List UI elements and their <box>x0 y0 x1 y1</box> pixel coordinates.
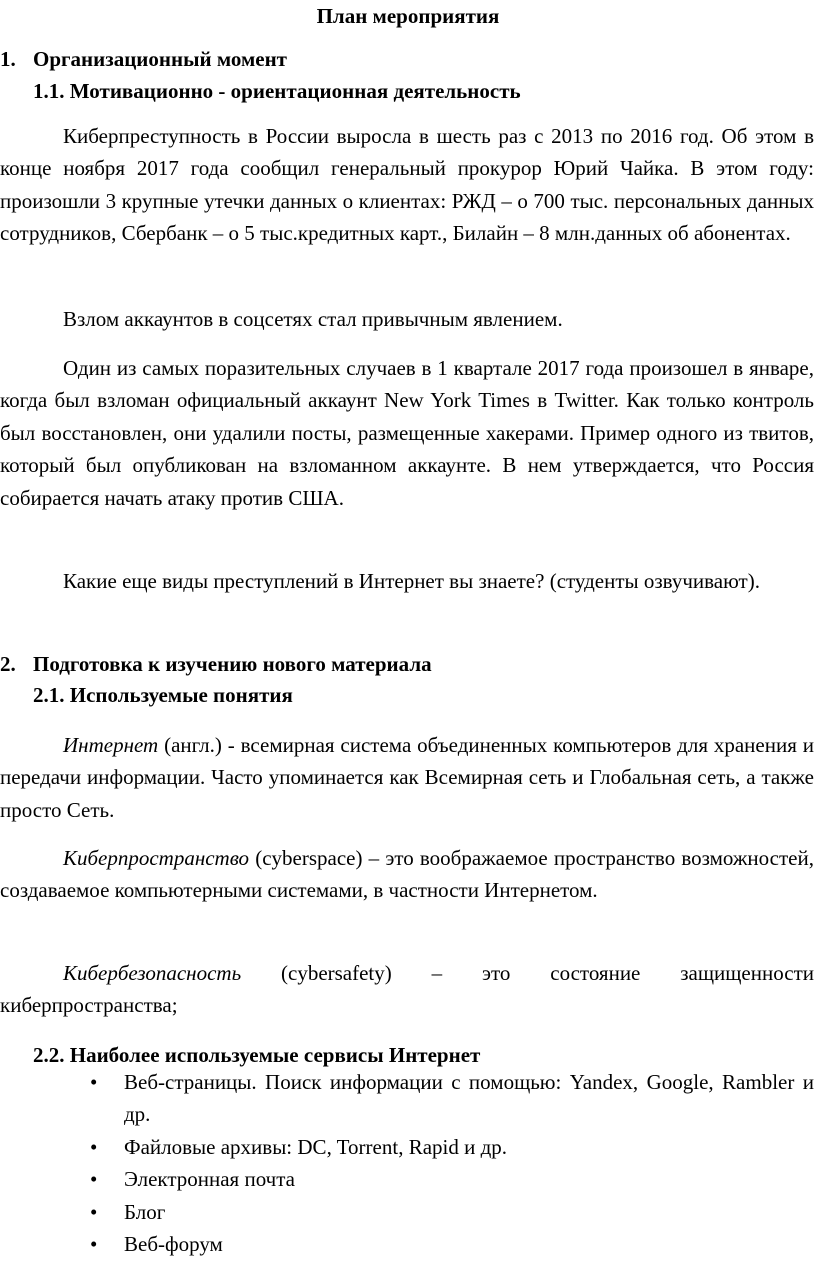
section-2-number: 2. <box>0 652 16 676</box>
term-cyberspace: Киберпространство <box>63 846 250 870</box>
paragraph-question: Какие еще виды преступлений в Интернет вы знаете? (студенты озвучивают). <box>63 569 760 593</box>
term-internet: Интернет <box>63 733 159 757</box>
section-2-title: Подготовка к изучению нового материала <box>33 652 432 676</box>
bullet-icon: • <box>90 1232 98 1257</box>
list-item <box>0 1163 814 1195</box>
service-email: Электронная почта <box>124 1167 295 1192</box>
list-item <box>0 1196 814 1228</box>
list-item <box>0 1228 814 1260</box>
definition-cyberspace <box>0 842 814 907</box>
subsection-2-2-heading: 2.2. Наиболее используемые сервисы Интернет <box>33 1043 481 1067</box>
service-web-forum: Веб-форум <box>124 1232 223 1257</box>
services-list <box>0 1066 814 1260</box>
section-1-number: 1. <box>0 47 16 71</box>
service-web-pages: Веб-страницы. Поиск информации с помощью: Yandex, Google, Rambler и др. <box>124 1070 814 1127</box>
bullet-icon: • <box>90 1199 98 1224</box>
list-item <box>0 1066 814 1131</box>
term-cybersafety: Кибербезопасность <box>63 961 242 985</box>
definition-internet-text: (англ.) - всемирная система объединенных компьютеров для хранения и передачи информации. Часто упоминается как Всемирная сеть и Глобальная сеть, а также просто Сеть. <box>0 733 814 822</box>
paragraph-nyt-case: Один из самых поразительных случаев в 1 квартале 2017 года произошел в январе, когда был взломан официальный аккаунт New York Times в Twitter. Как только контроль был восстановлен, они удалили посты, размещенные хакерами. Пример одного из твитов, который был опубликован на взломанном аккаунте. В нем утверждается, что Россия собирается начать атаку против США. <box>0 356 814 510</box>
bullet-icon: • <box>90 1167 98 1192</box>
definition-cybersafety <box>0 957 814 1022</box>
definition-cyberspace-text: (cyberspace) – это воображаемое пространство возможностей, создаваемое компьютерными системами, в частности Интернетом. <box>0 846 814 903</box>
paragraph-cybercrime-stats: Киберпреступность в России выросла в шесть раз с 2013 по 2016 год. Об этом в конце ноября 2017 года сообщил генеральный прокурор Юрий Чайка. В этом году: произошли 3 крупные утечки данных о клиентах: РЖД – о 700 тыс. персональных данных сотрудников, Сбербанк – о 5 тыс.кредитных карт., Билайн – 8 млн.данных об абонентах. <box>0 124 814 246</box>
section-1-heading <box>0 45 287 73</box>
paragraph-account-hacking: Взлом аккаунтов в соцсетях стал привычным явлением. <box>63 307 563 331</box>
definition-cybersafety-text: (cybersafety) – это состояние защищенности киберпространства; <box>0 961 814 1018</box>
section-1-title: Организационный момент <box>33 47 287 71</box>
definition-internet <box>0 729 814 826</box>
service-blog: Блог <box>124 1199 166 1224</box>
subsection-2-1-heading: 2.1. Используемые понятия <box>33 683 293 707</box>
bullet-icon: • <box>90 1070 98 1094</box>
bullet-icon: • <box>90 1134 98 1159</box>
section-2-heading <box>0 650 432 678</box>
service-file-archives: Файловые архивы: DC, Torrent, Rapid и др. <box>124 1134 508 1159</box>
subsection-1-1-heading: 1.1. Мотивационно - ориентационная деятельность <box>33 79 521 103</box>
list-item <box>0 1131 814 1163</box>
page-title: План мероприятия <box>316 4 500 28</box>
